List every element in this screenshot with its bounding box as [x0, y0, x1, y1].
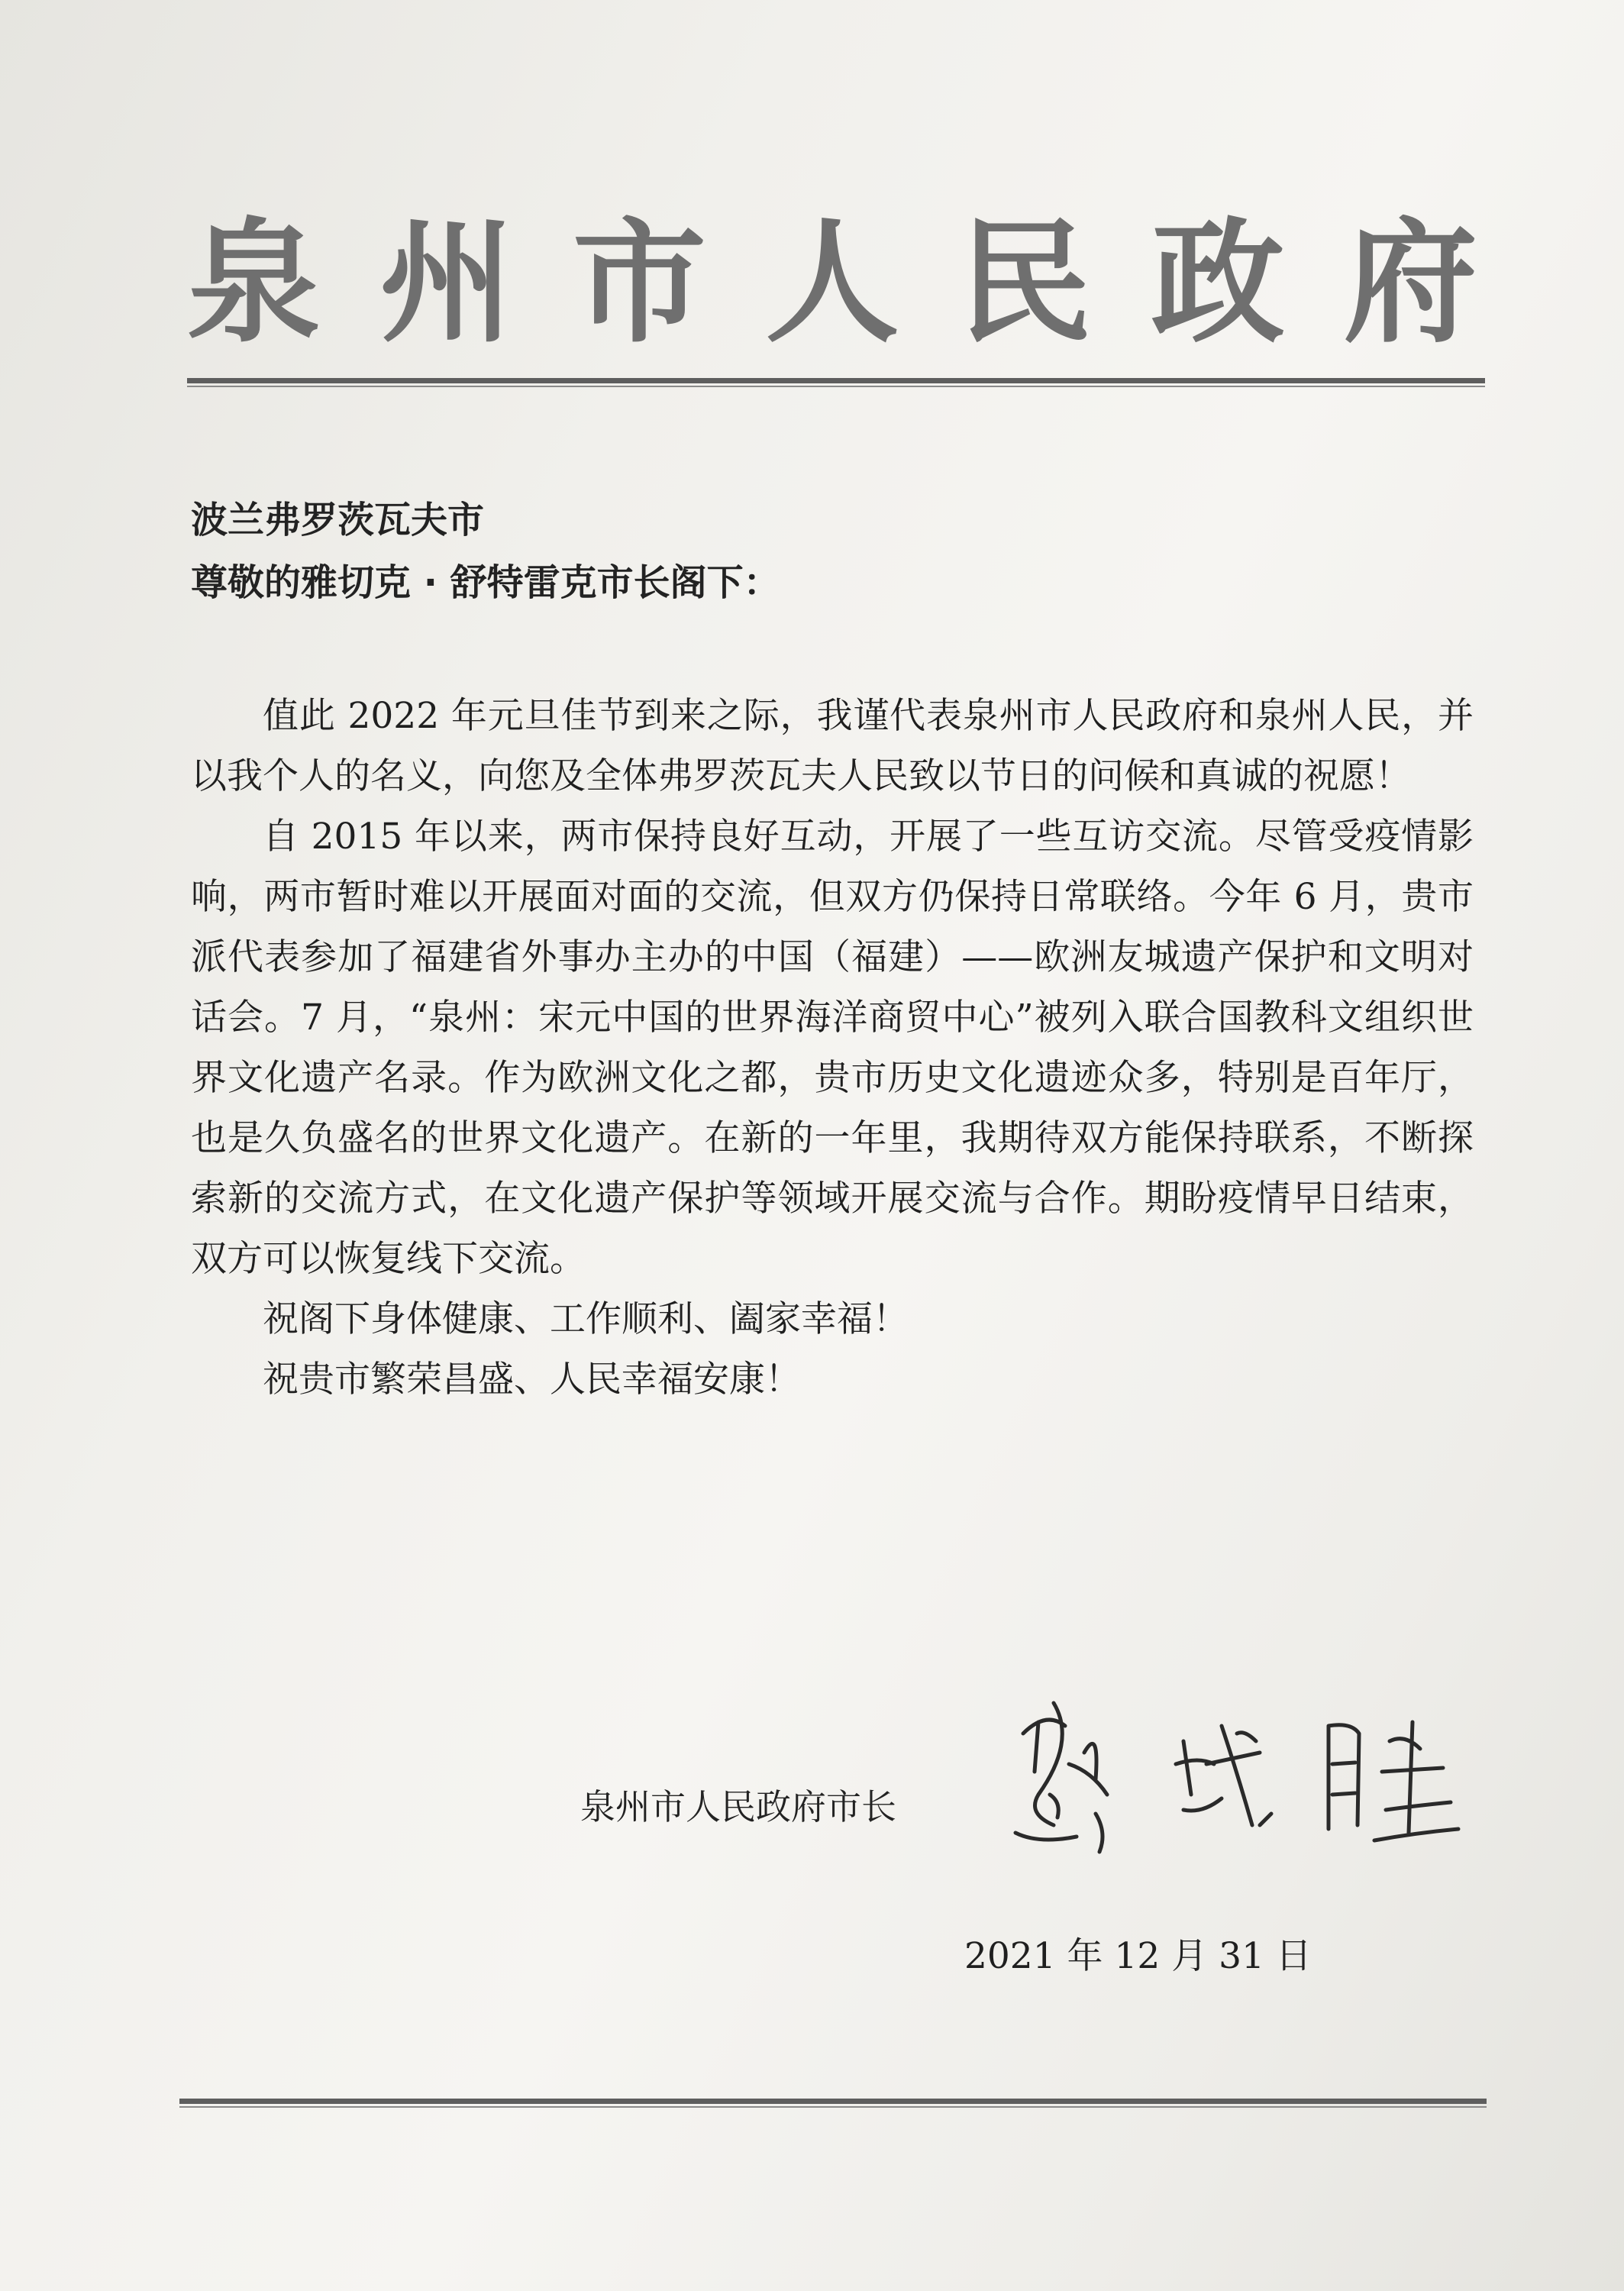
- salutation: [191, 489, 780, 614]
- letterhead-char: 泉: [187, 204, 321, 361]
- letterhead-char: 人: [765, 204, 899, 361]
- recipient-greeting: 尊敬的雅切克 · 舒特雷克市长阁下：: [191, 561, 780, 604]
- signature-block: [580, 1680, 1496, 1863]
- letterhead-char: 民: [958, 204, 1092, 361]
- closing-wish: 祝贵市繁荣昌盛、人民幸福安康！: [263, 1359, 801, 1401]
- letterhead-char: 府: [1344, 204, 1477, 361]
- letterhead-char: 州: [379, 204, 514, 361]
- letterhead-divider: [187, 378, 1485, 387]
- footer-divider: [179, 2099, 1487, 2108]
- body-paragraph: 自 2015 年以来，两市保持良好互动，开展了一些互访交流。尽管受疫情影响，两市暂时难以开展面对面的交流，但双方仍保持日常联络。今年 6 月，贵市派代表参加了福建省外事办主办的中国（福建）——欧洲友城遗产保护和文明对话会。7 月，“泉州：宋元中国的世界海洋商贸中心”被列入联合国教科文组织世界文化遗产名录。作为欧洲文化之都，贵市历史文化遗迹众多，特别是百年厅，也是久负盛名的世界文化遗产。在新的一年里，我期待双方能保持联系，不断探索新的交流方式，在文化遗产保护等领域开展交流与合作。期盼疫情早日结束，双方可以恢复线下交流。: [191, 816, 1474, 1280]
- body-paragraph: 值此 2022 年元旦佳节到来之际，我谨代表泉州市人民政府和泉州人民，并以我个人的名义，向您及全体弗罗茨瓦夫人民致以节日的问候和真诚的祝愿！: [191, 695, 1474, 797]
- letterhead-char: 政: [1151, 204, 1285, 361]
- letterhead-title: [187, 195, 1477, 370]
- letter-body: [191, 686, 1474, 1410]
- closing-wish: 祝阁下身体健康、工作顺利、阖家幸福！: [263, 1298, 909, 1340]
- letter-date: 2021 年 12 月 31 日: [964, 1935, 1312, 1977]
- signatory-title: 泉州市人民政府市长: [580, 1786, 896, 1827]
- letterhead-char: 市: [573, 204, 706, 361]
- recipient-city: 波兰弗罗茨瓦夫市: [191, 499, 485, 541]
- handwritten-signature: [993, 1680, 1481, 1871]
